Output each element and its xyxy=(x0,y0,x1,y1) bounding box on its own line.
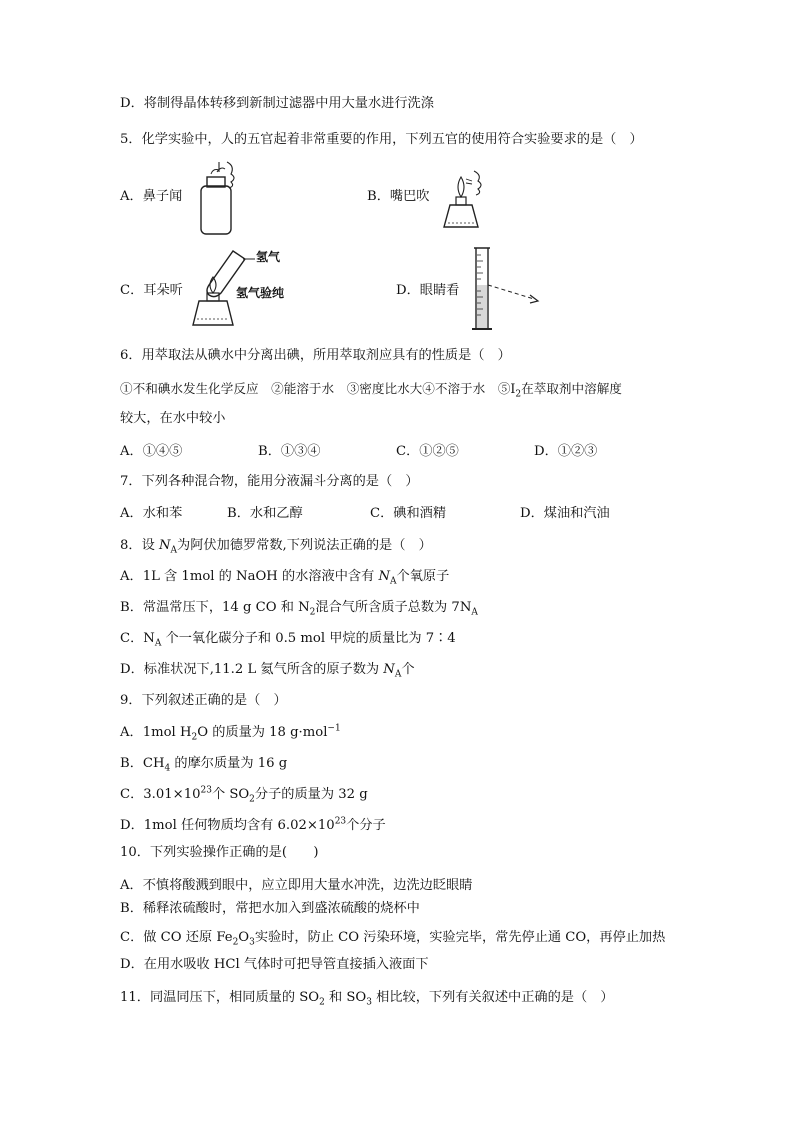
q8-option-d: D．标准状况下,11.2 L 氦气所含的原子数为 $N_A$个 xyxy=(120,662,415,680)
q7-option-c: C．碘和酒精 xyxy=(370,506,447,521)
q10-stem: 10．下列实验操作正确的是( ) xyxy=(120,845,319,860)
q6-option-d: D．①②③ xyxy=(534,444,598,459)
q6-option-b: B．①③④ xyxy=(258,444,321,459)
q6-properties: ①不和碘水发生化学反应 ②能溶于水 ③密度比水大④不溶于水 $⑤I_2$在萃取剂中溶解度 xyxy=(120,381,622,400)
q5-option-c: C．耳朵听 xyxy=(120,283,183,298)
q11-stem: 11．同温同压下，相同质量的 $SO_2$ 和 $SO_3$ 相比较，下列有关叙述中正确的是（ ） xyxy=(120,990,614,1008)
q6-properties-cont: 较大，在水中较小 xyxy=(120,411,226,426)
q7-option-b: B．水和乙醇 xyxy=(227,506,303,521)
graduated-cylinder-figure xyxy=(470,245,542,333)
q10-option-a: A．不慎将酸溅到眼中，应立即用大量水冲洗，边洗边眨眼睛 xyxy=(120,878,473,893)
q10-option-b: B．稀释浓硫酸时，常把水加入到盛浓硫酸的烧杯中 xyxy=(120,901,420,916)
q5-option-b: B．嘴巴吹 xyxy=(367,189,430,204)
blow-lamp-figure xyxy=(440,163,490,233)
q5-stem: 5．化学实验中，人的五官起着非常重要的作用，下列五官的使用符合实验要求的是（ ） xyxy=(120,132,643,147)
q5-option-a: A．鼻子闻 xyxy=(120,189,183,204)
q10-option-c: C．做 CO 还原 $Fe_2O_3$实验时，防止 CO 污染环境，实验完毕，常先停止通 CO，再停止加热 xyxy=(120,930,666,948)
q9-option-c: C．$3.01\times 10^{23}$个 $SO_2$分子的质量为 32 g xyxy=(120,785,368,805)
q9-stem: 9．下列叙述正确的是（ ） xyxy=(120,693,287,708)
q10-option-d: D．在用水吸收 HCl 气体时可把导管直接插入液面下 xyxy=(120,957,429,972)
q4-option-d: D．将制得晶体转移到新制过滤器中用大量水进行洗涤 xyxy=(120,96,434,111)
q6-option-c: C．①②⑤ xyxy=(396,444,459,459)
q6-stem: 6．用萃取法从碘水中分离出碘，所用萃取剂应具有的性质是（ ） xyxy=(120,348,511,363)
hydrogen-label: 氢气 xyxy=(256,250,281,264)
q8-option-b: B．常温常压下，14 g CO 和 $N_2$混合气所含质子总数为 $7N_A$ xyxy=(120,600,478,618)
q7-option-a: A．水和苯 xyxy=(120,506,183,521)
smell-bottle-figure xyxy=(195,160,243,238)
q8-stem: 8．设 $N_A$为阿伏加德罗常数,下列说法正确的是（ ） xyxy=(120,538,432,556)
q8-option-c: C．$N_A$ 个一氧化碳分子和 0.5 mol 甲烷的质量比为 7∶4 xyxy=(120,631,456,649)
hydrogen-test-label: 氢气验纯 xyxy=(236,286,285,300)
q7-stem: 7．下列各种混合物，能用分液漏斗分离的是（ ） xyxy=(120,474,419,489)
q9-option-b: B．$CH_4$ 的摩尔质量为 16 g xyxy=(120,756,288,774)
q9-option-d: D．1mol 任何物质均含有 $6.02\times 10^{23}$个分子 xyxy=(120,816,386,833)
q8-option-a: A．1L 含 1mol 的 NaOH 的水溶液中含有 $N_A$个氧原子 xyxy=(120,569,450,587)
q7-option-d: D．煤油和汽油 xyxy=(520,506,610,521)
q6-option-a: A．①④⑤ xyxy=(120,444,183,459)
q9-option-a: A．1mol $H_2O$ 的质量为 18 g·mol$^{-1}$ xyxy=(120,723,341,743)
q5-option-d: D．眼睛看 xyxy=(396,283,460,298)
